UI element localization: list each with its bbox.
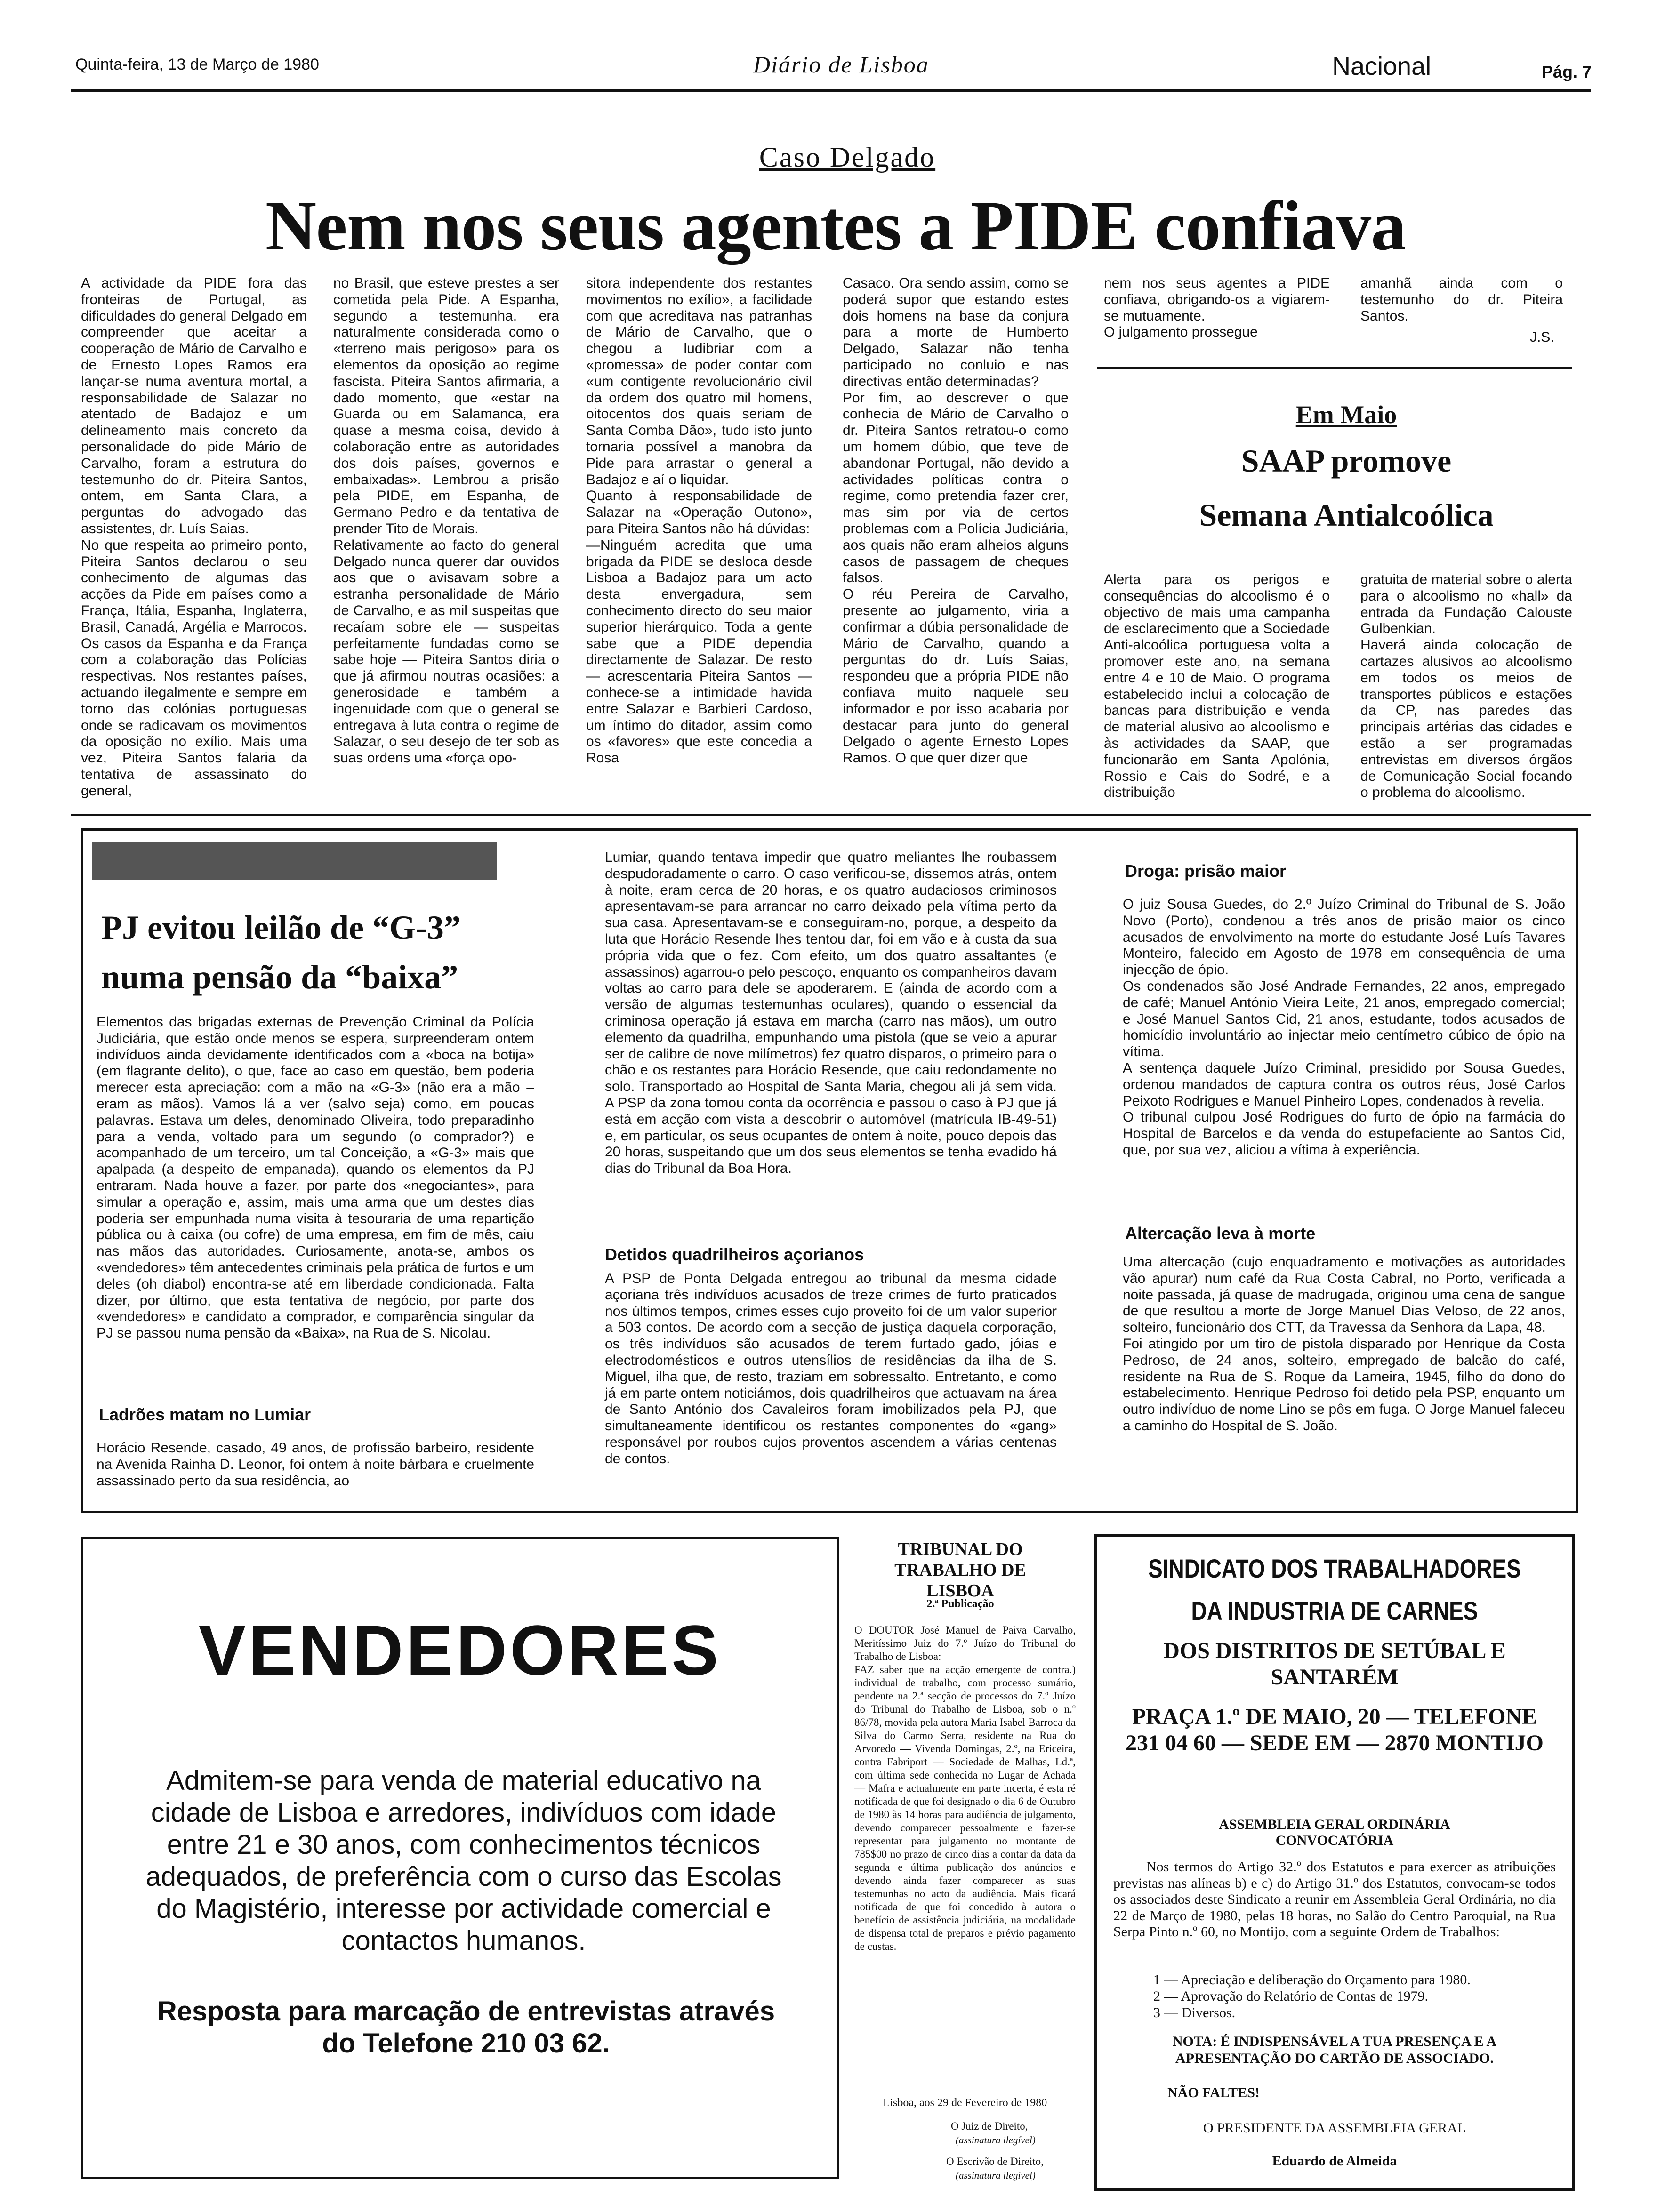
pj-body: Elementos das brigadas externas de Prevenção Criminal da Polícia Judiciária, que estão onde menos se espera, surpreenderam ontem indivíduos ainda devidamente identificados com a «boca na botija» (em flagrante delito), o que, face ao caso em questão, bem poderia merecer esta apreciação: com a mão na «G-3» (não era a mão – eram as mãos). Vamos lá a ver (salvo seja) como, em poucas palavras. Estava um deles, denominado Oliveira, todo preparadinho para a venda, voltado para um segundo (o comprador?) e acompanhado de um terceiro, um tal Conceição, a «G-3» mais que apalpada (a despeito de empanada), quando os elementos da PJ entraram. Nada houve a fazer, por parte dos «negociantes», para simular a operação e, assim, mais uma arma que um destes dias poderia ser empunhada numa visita à tesouraria de uma repartição pública ou à caixa (ou cofre) de uma empresa, em fim de mês, caiu nas mãos das autoridades. Curiosamente, anota-se, ambos os «vendedores» têm antecedentes criminais pela prática de furtos e um deles (oh diabol) encontra-se até em liberdade condicionada. Falta dizer, por último, que esta tentativa de negócio, por parte dos «vendedores» e candidato a comprador, e comparência singular da PJ se passou numa pensão da «Baixa», na Rua de S. Nicolau. [97, 1014, 534, 1341]
lead-headline: Nem nos seus agentes a PIDE confiava [265, 187, 1406, 265]
sindicato-assembly: ASSEMBLEIA GERAL ORDINÁRIA CONVOCATÓRIA [1219, 1817, 1450, 1848]
saap-col-1: Alerta para os perigos e consequências do alcoolismo é o objectivo de mais uma campanha de esclarecimento que a Sociedade Anti-alcoólica portuguesa volta a promover este ano, na semana entre 4 e 10 de Maio. O programa estabelecido inclui a colocação de bancas para distribuição e venda de material alusivo ao alcoolismo e às actividades da SAAP, que funcionarão em Santa Apolónia, Rossio e Cais do Sodré, e a distribuição [1104, 572, 1330, 801]
tribunal-body: O DOUTOR José Manuel de Paiva Carvalho, Meritíssimo Juiz do 7.º Juízo do Tribunal do Trabalho de Lisboa: FAZ saber que na acção emergente de contra.) individual de trabalho, com processo sumário, pendente na 2.ª secção de processos do 7.º Juízo do Tribunal do Trabalho de Lisboa, sob o n.º 86/78, movida pela autora Maria Isabel Barroca da Silva do Carmo Serra, residente na Rua do Arvoredo — Vivenda Domingas, 2.º, na Ericeira, contra Fabriport — Sociedade de Malhas, Ld.ª, com última sede conhecida no Lugar de Achada — Mafra e actualmente em parte incerta, é esta ré notificada de que foi designado o dia 6 de Outubro de 1980 às 14 horas para audiência de julgamento, devendo comparecer pessoalmente e fazer-se representar para julgamento no montante de 785$00 no prazo de cinco dias a contar da data da segunda e última publicação dos anúncios e devendo ainda fazer comparecer as suas testemunhas no acto da audiência. Mais ficará notificada de que foi concedido à autora o benefício de assistência judiciária, na modalidade de dispensa total de preparos e prévio pagamento de custas. [854, 1624, 1076, 1952]
droga-body: O juiz Sousa Guedes, do 2.º Juízo Criminal do Tribunal de S. João Novo (Porto), condenou a três anos de prisão maior os cinco acusados de envolvimento na morte do estudante José Luís Tavares Monteiro, falecido em Agosto de 1978 em consequência de uma injecção de ópio. Os condenados são José Andrade Fernandes, 22 anos, empregado de café; Manuel António Vieira Leite, 21 anos, empregado comercial; e José Manuel Santos Cid, 21 anos, estudante, todos acusados de homicídio involuntário ao injectar meio centímetro cúbico de ópio na vítima. A sentença daquele Juízo Criminal, presidido por Sousa Guedes, ordenou mandados de captura contra os outros réus, José Carlos Peixoto Rodrigues e Manuel Pinheiro Lopes, condenados à revelia. O tribunal culpou José Rodrigues do furto de ópio na farmácia do Hospital de Barcelos e da venda do estupefaciente ao Santos Cid, que, por sua vez, aliciou a vítima à experiência. [1123, 897, 1565, 1158]
lead-col-6: amanhã ainda com o testemunho do dr. Piteira Santos. [1360, 275, 1563, 324]
saap-col-2: gratuita de material sobre o alerta para o alcoolismo no «hall» da entrada da Fundação Calouste Gulbenkian. Haverá ainda colocação de cartazes alusivos ao alcoolismo em todos os meios de transportes públicos e estações da CP, nas paredes das principais artérias das cidades e estão a ser programadas entrevistas em diversos órgãos de Comunicação Social focando o problema do alcoolismo. [1360, 572, 1572, 801]
page-number: Pág. 7 [1542, 62, 1592, 81]
acores-subhead: Detidos quadrilheiros açorianos [605, 1245, 864, 1264]
lead-kicker: Caso Delgado [759, 142, 936, 173]
saap-headline-2: Semana Antialcoólica [1199, 497, 1494, 533]
header-date: Quinta-feira, 13 de Março de 1980 [75, 56, 319, 73]
tribunal-publication: 2.ª Publicação [926, 1598, 994, 1610]
sindicato-nao-faltes: NÃO FALTES! [1167, 2085, 1260, 2100]
sindicato-signature: Eduardo de Almeida [1272, 2153, 1397, 2169]
altercacao-body: Uma altercação (cujo enquadramento e motivações as autoridades vão apurar) num café da Rua Costa Cabral, no Porto, verificada a noite passada, já quase de madrugada, originou uma cena de sangue de que resultou a morte de Jorge Manuel Dias Veloso, de 22 anos, solteiro, funcionário dos CTT, da Travessa da Senhora da Lapa, 48. Foi atingido por um tiro de pistola disparado por Henrique da Costa Pedroso, de 24 anos, solteiro, empregado de balcão do café, residente na Rua de S. Roque da Lameira, 1945, filho do dono do estabelecimento. Henrique Pedroso foi detido pela PSP, enquanto um outro indivíduo de nome Lino se pôs em fuga. O Jorge Manuel faleceu a caminho do Hospital de S. João. [1123, 1254, 1565, 1434]
saap-kicker: Em Maio [1295, 401, 1397, 429]
section-name: Nacional [1332, 52, 1432, 80]
sindicato-title-2: DA INDUSTRIA DE CARNES [1191, 1596, 1478, 1626]
lead-col-2: no Brasil, que esteve prestes a ser cometida pela Pide. A Espanha, segundo a testemunha, era naturalmente considerada como o «terreno mais perigoso» para os elementos da oposição ao regime fascista. Piteira Santos afirmaria, a dado momento, que «estar na Guarda ou em Salamanca, era quase a mesma coisa, devido à colaboração entre as autoridades dos dois países, governos e embaixadas». Lembrou a prisão pela PIDE, em Espanha, de Germano Pedro e da tentativa de prender Tito de Morais. Relativamente ao facto do general Delgado nunca querer dar ouvidos aos que o avisavam sobre a estranha personalidade de Mário de Carvalho, e as mil suspeitas que recaíam sobre ele — suspeitas perfeitamente fundadas como se sabe hoje — Piteira Santos diria o que já afirmou noutras ocasiões: a generosidade e também a ingenuidade com que o general se entregava à luta contra o regime de Salazar, o seu desejo de ter sob as suas ordens uma «força opo- [333, 275, 559, 766]
tribunal-date: Lisboa, aos 29 de Fevereiro de 1980 [883, 2097, 1047, 2109]
pj-body-2: Horácio Resende, casado, 49 anos, de profissão barbeiro, residente na Avenida Rainha D. Leonor, foi ontem à noite bárbara e cruelmente assassinado perto da sua residência, ao [97, 1440, 534, 1489]
lead-signature: J.S. [1530, 329, 1554, 345]
sindicato-agenda-2: 2 — Aprovação do Relatório de Contas de 1979. [1153, 1988, 1429, 2004]
tribunal-sig-2b: (assinatura ilegível) [956, 2170, 1036, 2181]
droga-subhead: Droga: prisão maior [1125, 861, 1287, 881]
sindicato-president: O PRESIDENTE DA ASSEMBLEIA GERAL [1203, 2120, 1466, 2136]
lead-col-4: Casaco. Ora sendo assim, como se poderá supor que estando estes dois homens na base da conjura para a morte de Humberto Delgado, Salazar não tenha participado no conluio e nas directivas então determinadas? Por fim, ao descrever o que conhecia de Mário de Carvalho o dr. Piteira Santos retratou-o como um homem dúbio, que teve de abandonar Portugal, não devido a actividades políticas contra o regime, como pretendia fazer crer, mas sim por via de certos problemas com a Polícia Judiciária, aos quais não eram alheios alguns casos de passagem de cheques falsos. O réu Pereira de Carvalho, presente ao julgamento, viria a confirmar a dúbia personalidade de Mário de Carvalho, quando a perguntas do dr. Luís Saias, respondeu que a própria PIDE não confiava muito naquele seu informador e por isso acabaria por destacar para junto do general Delgado o agente Ernesto Lopes Ramos. O que quer dizer que [843, 275, 1069, 766]
masthead: Diário de Lisboa [753, 51, 929, 78]
lumiar-body: Lumiar, quando tentava impedir que quatro meliantes lhe roubassem despudoradamente o carro. O caso verificou-se, dissemos atrás, ontem à noite, eram cerca de 20 horas, e os quatro audaciosos criminosos apresentavam-se para arrancar no carro deixado pela vítima perto da sua casa. Apresentavam-se e conseguiram-no, porque, a despeito da luta que Horácio Resende lhes tentou dar, foi em vão e à custa da sua própria vida que o fez. Com efeito, um dos quatro assaltantes (e assassinos) agarrou-o pelo pescoço, enquanto os companheiros davam voltas ao carro para dele se apoderarem. E (ainda de acordo com a versão de algumas testemunhas oculares), quando o essencial da criminosa operação já estava em marcha (carro nas mãos), um outro elemento da quadrilha, empunhando uma pistola (que se veio a apurar ser de calibre de nove milímetros) fez quatro disparos, o primeiro para o chão e os restantes para Horácio Resende, que caiu redondamente no solo. Transportado ao Hospital de Santa Maria, chegou ali já sem vida. A PSP da zona tomou conta da ocorrência e passou o caso à PJ que já está em acção com vista a descobrir o automóvel (matrícula IB-49-51) e, em particular, os seus ocupantes de ontem à noite, pouco depois das 20 horas, suspeitando que um dos seus elementos se tenha evadido há dias do Tribunal da Boa Hora. [605, 850, 1057, 1177]
tribunal-sig-2: O Escrivão de Direito, [946, 2156, 1044, 2167]
vendedores-body: Admitem-se para venda de material educativo na cidade de Lisboa e arredores, indivíduos com idade entre 21 e 30 anos, com conhecimentos técnicos adequados, de preferência com o curso das Escolas do Magistério, interesse por actividade comercial e contactos humanos. [145, 1765, 782, 1956]
vendedores-title: VENDEDORES [198, 1611, 722, 1690]
tribunal-sig-1: O Juiz de Direito, [951, 2120, 1028, 2132]
pj-headline-2: numa pensão da “baixa” [101, 958, 458, 996]
sindicato-title-1: SINDICATO DOS TRABALHADORES [1148, 1554, 1521, 1583]
sindicato-districts: DOS DISTRITOS DE SETÚBAL E SANTARÉM [1163, 1638, 1506, 1690]
sindicato-agenda-3: 3 — Diversos. [1153, 2005, 1236, 2020]
sindicato-body: Nos termos do Artigo 32.º dos Estatutos e para exercer as atribuições previstas nas alíneas b) e c) do Artigo 31.º dos Estatutos, convocam-se todos os associados deste Sindicato a reunir em Assembleia Geral Ordinária, no dia 22 de Março de 1980, pelas 18 horas, no Salão do Centro Paroquial, na Rua Serpa Pinto n.º 60, no Montijo, com a seguinte Ordem de Trabalhos: [1113, 1859, 1556, 1940]
tribunal-title: TRIBUNAL DO TRABALHO DE LISBOA [894, 1539, 1026, 1601]
header-rule [71, 89, 1591, 92]
tribunal-sig-1b: (assinatura ilegível) [956, 2134, 1036, 2146]
sindicato-nota: NOTA: É INDISPENSÁVEL A TUA PRESENÇA E A APRESENTAÇÃO DO CARTÃO DE ASSOCIADO. [1172, 2034, 1497, 2066]
altercacao-subhead: Altercação leva à morte [1125, 1224, 1316, 1243]
lead-col-3: sitora independente dos restantes movimentos no exílio», a facilidade com que acreditava nas patranhas de Mário de Carvalho, que o chegou a ludibriar com a «promessa» de poder contar com «um contigente revolucionário civil da ordem dos quatro mil homens, oitocentos dos quais seriam de Santa Comba Dão», tudo isto junto tornaria possível a manobra da Pide para arrastar o general a Badajoz e aí o liquidar. Quanto à responsabilidade de Salazar na «Operação Outono», para Piteira Santos não há dúvidas: —Ninguém acredita que uma brigada da PIDE se desloca desde Lisboa a Badajoz para um acto desta envergadura, sem conhecimento directo do seu maior superior hierárquico. Toda a gente sabe que a PIDE dependia directamente de Salazar. De resto — acrescentaria Piteira Santos — conhece-se a intimidade havida entre Salazar e Barbieri Cardoso, um íntimo do ditador, assim como os «favores» que este concedia a Rosa [586, 275, 812, 766]
sindicato-agenda-1: 1 — Apreciação e deliberação do Orçamento para 1980. [1153, 1972, 1471, 1988]
police-banner [92, 842, 497, 880]
saap-headline-1: SAAP promove [1241, 443, 1452, 479]
lead-bottom-rule [71, 814, 1591, 816]
lead-saap-rule [1097, 367, 1572, 369]
pj-headline-1: PJ evitou leilão de “G-3” [101, 909, 461, 946]
vendedores-cta: Resposta para marcação de entrevistas através do Telefone 210 03 62. [157, 1996, 775, 2059]
lead-col-5: nem nos seus agentes a PIDE confiava, obrigando-os a vigiarem-se mutuamente. O julgamento prossegue [1104, 275, 1330, 340]
pj-subhead: Ladrões matam no Lumiar [99, 1405, 311, 1424]
acores-body: A PSP de Ponta Delgada entregou ao tribunal da mesma cidade açoriana três indivíduos acusados de treze crimes de furto praticados nos últimos tempos, crimes esses cujo proveito foi de um valor superior a 503 contos. De acordo com a secção de justiça daquela corporação, os três indivíduos são acusados de terem furtado gado, jóias e electrodomésticos e outros utensílios de residências da ilha de S. Miguel, ilha que, de resto, traziam em sobressalto. Entretanto, e como já em parte ontem noticiámos, dois quadrilheiros que actuavam na área de Santo António dos Cavaleiros foram imobilizados pela PJ, que simultaneamente identificou os restantes componentes do «gang» responsável por roubos cujos proventos ascendem a várias centenas de contos. [605, 1271, 1057, 1467]
lead-col-1: A actividade da PIDE fora das fronteiras de Portugal, as dificuldades do general Delgado em compreender que aceitar a cooperação de Mário de Carvalho e de Ernesto Lopes Ramos era lançar-se numa aventura mortal, a responsabilidade de Salazar no atentado de Badajoz e um delineamento mais concreto da personalidade do pide Mário de Carvalho, foram a estrutura do testemunho do dr. Piteira Santos, ontem, em Santa Clara, a perguntas do advogado das assistentes, dr. Luís Saias. No que respeita ao primeiro ponto, Piteira Santos declarou o seu conhecimento de algumas das acções da Pide em países como a França, Itália, Espanha, Inglaterra, Brasil, Canadá, Argélia e Marrocos. Os casos da Espanha e da França com a colaboração das Polícias respectivas. Nos restantes países, actuando ilegalmente e sempre em torno das colónias portuguesas onde se radicavam os movimentos da oposição no exílio. Mais uma vez, Piteira Santos falaria da tentativa de assassinato do general, [81, 275, 307, 799]
sindicato-address: PRAÇA 1.º DE MAIO, 20 — TELEFONE 231 04 60 — SEDE EM — 2870 MONTIJO [1125, 1704, 1544, 1755]
